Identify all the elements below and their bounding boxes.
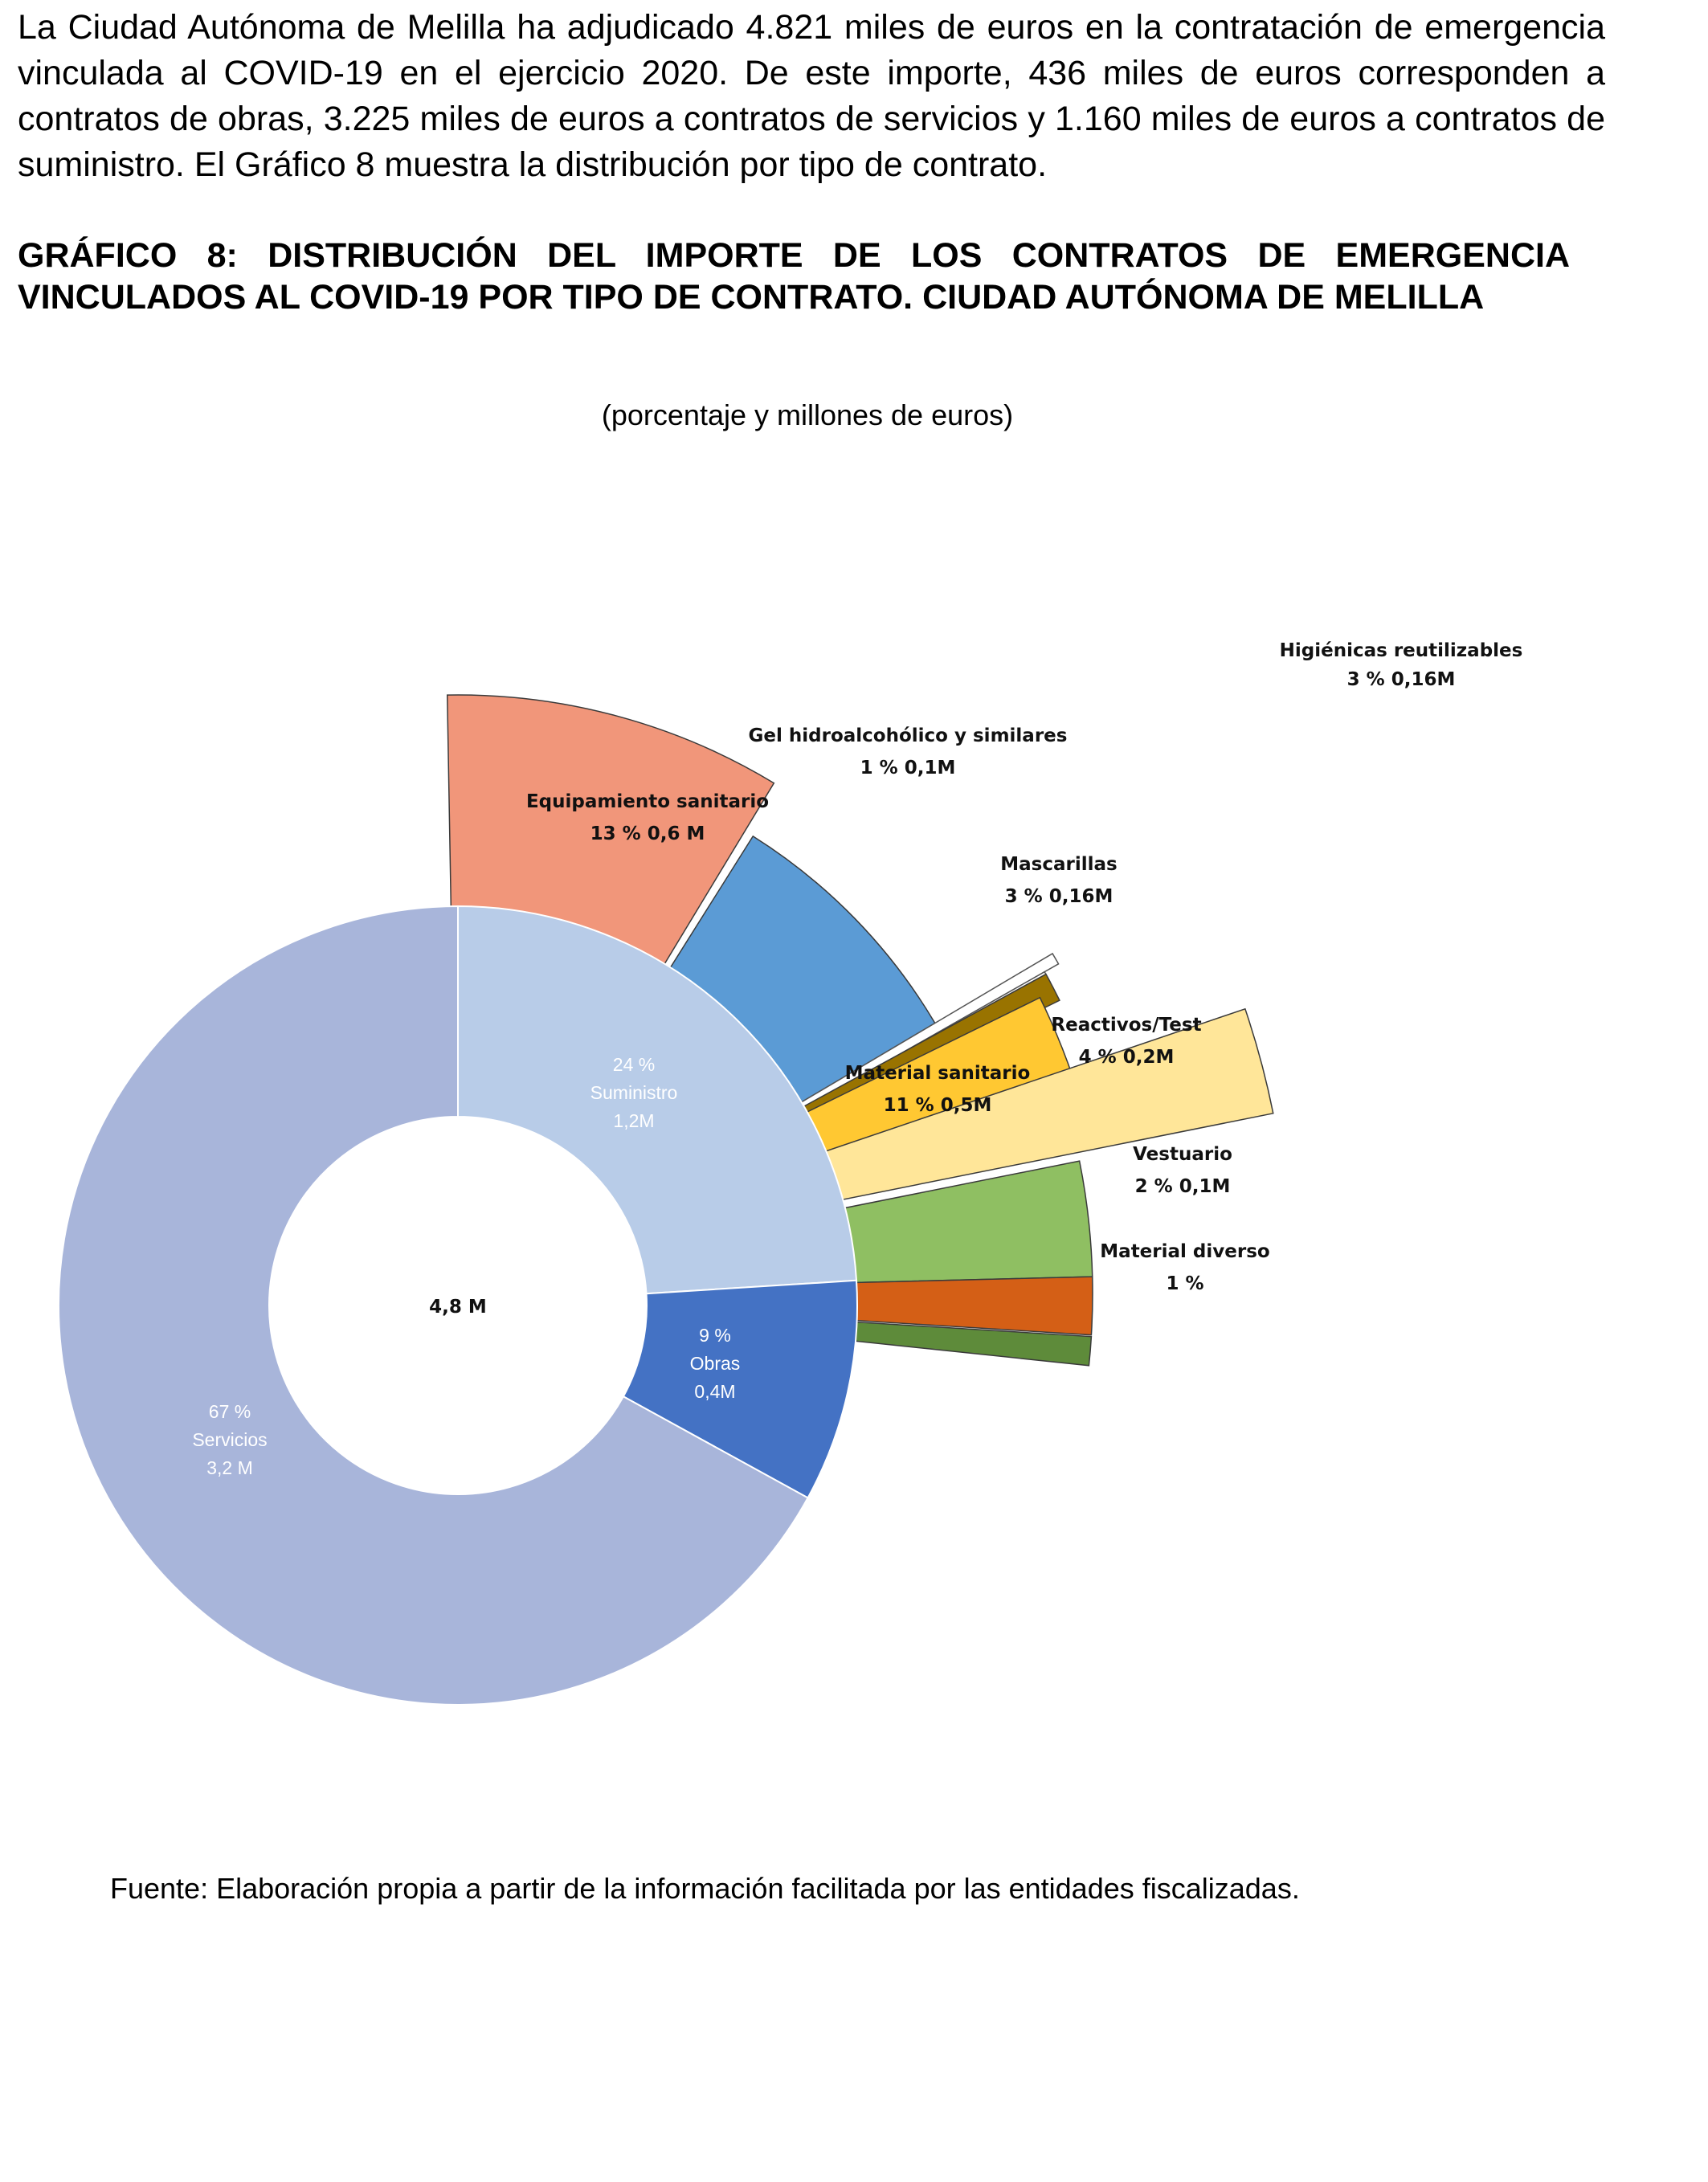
donut-center-label: 4,8 M: [429, 1297, 487, 1318]
label-higienicas-reutilizables: Higiénicas reutilizables 3 % 0,16M: [1279, 640, 1523, 690]
source-note: Fuente: Elaboración propia a partir de la información facilitada por las entidades fiscalizadas.: [110, 1872, 1300, 1905]
chart-units: (porcentaje y millones de euros): [601, 398, 1014, 431]
label-equipamiento-sanitario: Equipamiento sanitario 13 % 0,6 M: [525, 791, 770, 844]
intro-paragraph: La Ciudad Autónoma de Melilla ha adjudicado 4.821 miles de euros en la contratación de emergencia vinculada al COVID-19 en el ejercicio 2020. De este importe, 436 miles de euros corresponden a contratos de obras, 3.225 miles de euros a contratos de servicios y 1.160 miles de euros a contratos de suministro. El Gráfico 8 muestra la distribución por tipo de contrato.: [18, 8, 1605, 184]
label-mascarillas: Mascarillas 3 % 0,16M: [1000, 854, 1118, 907]
donut-label-servicios: 67 % Servicios 3,2 M: [192, 1401, 268, 1478]
label-material-sanitario: Material sanitario 11 % 0,5M: [844, 1063, 1031, 1116]
donut-label-obras: 9 % Obras 0,4M: [689, 1325, 741, 1402]
label-material-diverso: Material diverso 1 %: [1100, 1241, 1270, 1294]
donut-label-suministro: 24 % Suministro 1,2M: [590, 1054, 678, 1131]
chart-heading: GRÁFICO 8: DISTRIBUCIÓN DEL IMPORTE DE LOS CONTRATOS DE EMERGENCIA VINCULADOS AL COVID-19 POR TIPO DE CONTRATO. CIUDAD AUTÓNOMA DE MELILLA: [18, 236, 1570, 317]
label-gel-hidroalcoholico-y-similares: Gel hidroalcohólico y similares 1 % 0,1M: [748, 725, 1068, 778]
label-vestuario: Vestuario 2 % 0,1M: [1133, 1144, 1232, 1197]
label-reactivos-test: Reactivos/Test 4 % 0,2M: [1051, 1015, 1202, 1068]
